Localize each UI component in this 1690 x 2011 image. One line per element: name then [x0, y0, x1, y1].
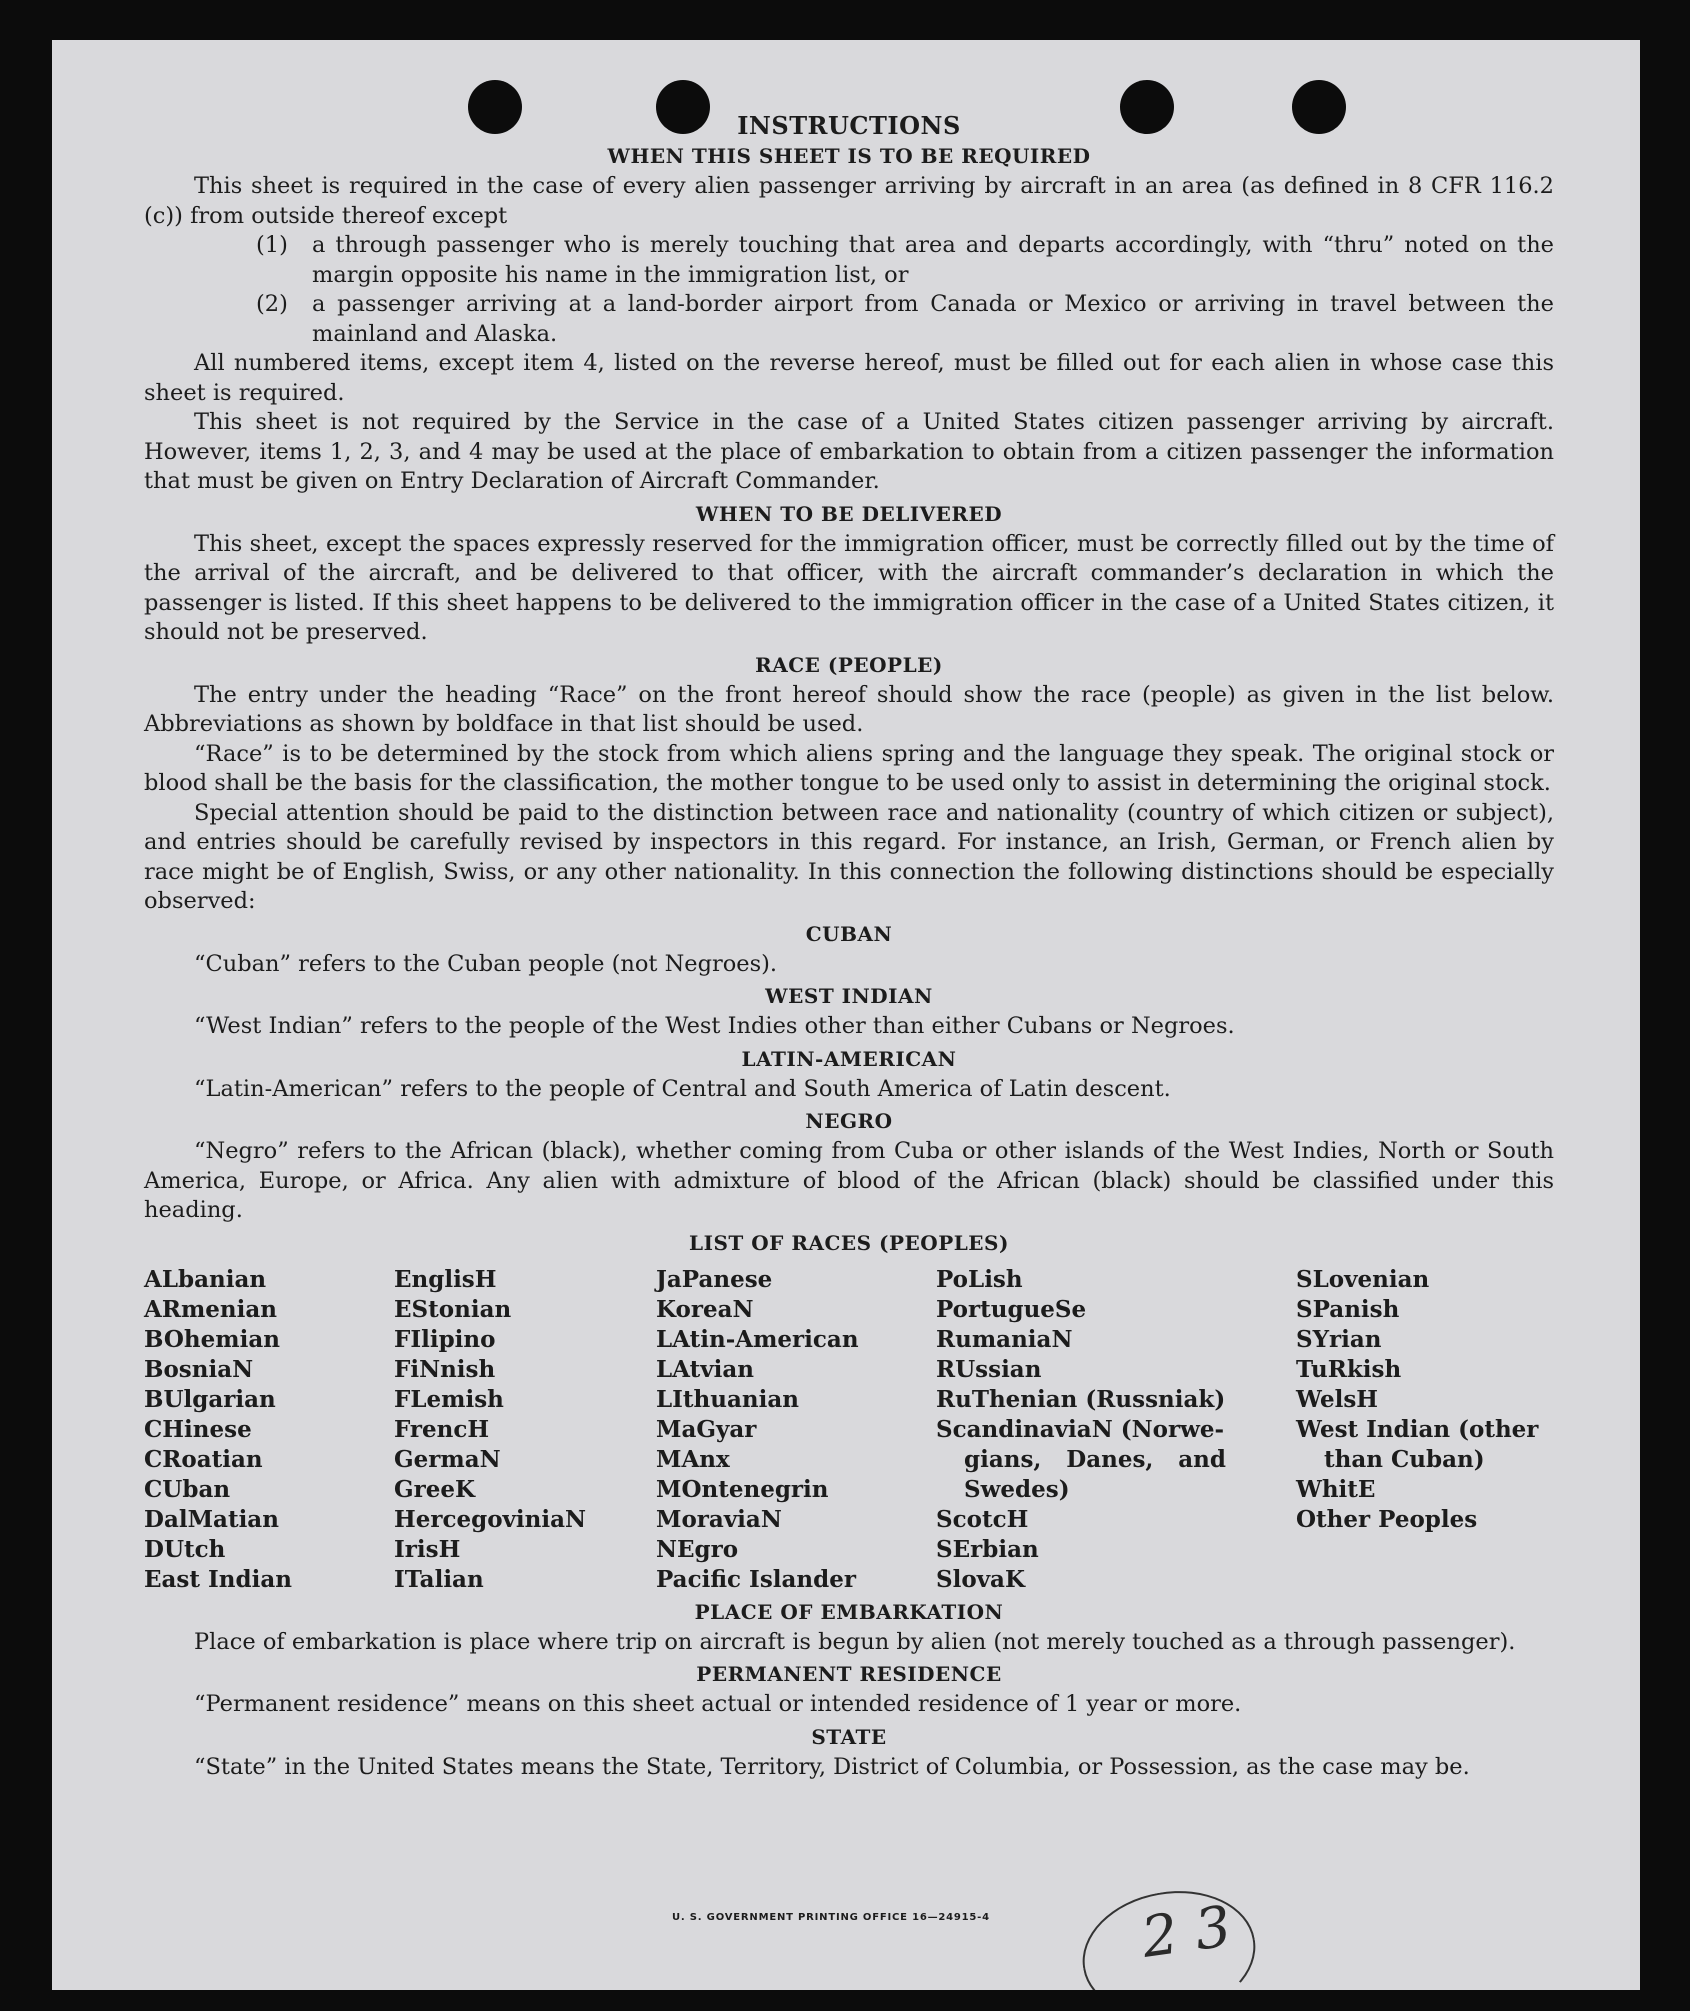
- race-entry: MoraviaN: [656, 1505, 782, 1533]
- printing-office-footer: U. S. GOVERNMENT PRINTING OFFICE 16—24915-4: [672, 1912, 990, 1923]
- negro-para: “Negro” refers to the African (black), whether coming from Cuba or other islands of the West Indies, North or South America, Europe, or Africa. Any alien with admixture of blood of the African (black) should be classified under this heading.: [144, 1138, 1554, 1223]
- race-entry: MAnx: [656, 1445, 730, 1473]
- race-entry-continuation: gians, Danes, and: [964, 1445, 1226, 1473]
- heading-embarkation: PLACE OF EMBARKATION: [694, 1599, 1004, 1624]
- race-entry: GreeK: [394, 1475, 476, 1503]
- race-entry: BUlgarian: [144, 1385, 276, 1413]
- page-title: INSTRUCTIONS: [737, 111, 961, 140]
- heading-list-of-races: LIST OF RACES (PEOPLES): [689, 1230, 1009, 1255]
- race-para-2: “Race” is to be determined by the stock from which aliens spring and the language they speak. The original stock or blood shall be the basis for the classification, the mother tongue to be used only to assist in determining the original stock.: [144, 740, 1554, 796]
- latin-american-para: “Latin-American” refers to the people of Central and South America of Latin descent.: [194, 1075, 1171, 1102]
- race-entry: IrisH: [394, 1535, 461, 1563]
- race-entry: East Indian: [144, 1565, 292, 1593]
- race-entry: WhitE: [1296, 1475, 1376, 1503]
- item-text: a passenger arriving at a land-border airport from Canada or Mexico or arriving in travel between the mainland and Alaska.: [312, 291, 1554, 347]
- handwritten-mark: 2 3: [1137, 1894, 1236, 1971]
- race-entry: RUssian: [936, 1355, 1042, 1383]
- races-column-5: [1296, 1265, 1554, 1595]
- race-entry: PoLish: [936, 1265, 1023, 1293]
- heading-residence: PERMANENT RESIDENCE: [696, 1662, 1002, 1686]
- item-text: a through passenger who is merely touching that area and departs accordingly, with “thru” noted on the margin opposite his name in the immigration list, or: [312, 232, 1554, 288]
- race-entry: JaPanese: [656, 1265, 773, 1293]
- state-para: “State” in the United States means the State, Territory, District of Columbia, or Possession, as the case may be.: [194, 1753, 1470, 1780]
- document-sheet: [52, 40, 1640, 1990]
- race-entry: CRoatian: [144, 1445, 263, 1473]
- race-entry: RuThenian (Russniak): [936, 1385, 1226, 1413]
- race-entry: WelsH: [1296, 1385, 1379, 1413]
- race-entry: SLovenian: [1296, 1265, 1430, 1293]
- required-para-3: This sheet is not required by the Service in the case of a United States citizen passenger arriving by aircraft. However, items 1, 2, 3, and 4 may be used at the place of embarkation to obtain from a citizen passenger the information that must be given on Entry Declaration of Aircraft Commander.: [144, 409, 1554, 494]
- race-entry: MaGyar: [656, 1415, 757, 1443]
- race-entry: RumaniaN: [936, 1325, 1073, 1353]
- embarkation-para: Place of embarkation is place where trip on aircraft is begun by alien (not merely touched as a through passenger).: [194, 1628, 1516, 1655]
- races-column-3: [656, 1265, 936, 1595]
- heading-west-indian: WEST INDIAN: [765, 984, 933, 1008]
- race-entry: BosniaN: [144, 1355, 254, 1383]
- races-column-4: [936, 1265, 1226, 1595]
- item-number: (1): [256, 232, 288, 258]
- instructions-content: [144, 108, 1554, 1782]
- required-intro: This sheet is required in the case of every alien passenger arriving by aircraft in an area (as defined in 8 CFR 116.2 (c)) from outside thereof except: [144, 173, 1554, 229]
- race-para-1: The entry under the heading “Race” on the front hereof should show the race (people) as given in the list below. Abbreviations as shown by boldface in that list should be used.: [144, 681, 1554, 737]
- heading-required: WHEN THIS SHEET IS TO BE REQUIRED: [607, 144, 1091, 168]
- race-entry: FLemish: [394, 1385, 504, 1413]
- race-entry: Pacific Islander: [656, 1565, 856, 1593]
- races-list: [144, 1265, 1554, 1595]
- heading-negro: NEGRO: [805, 1109, 893, 1133]
- race-entry: ARmenian: [144, 1295, 278, 1323]
- heading-state: STATE: [811, 1724, 887, 1749]
- race-entry: West Indian (other: [1296, 1415, 1539, 1443]
- heading-delivered: WHEN TO BE DELIVERED: [695, 501, 1003, 526]
- race-entry: FIlipino: [394, 1325, 496, 1353]
- race-entry: TuRkish: [1296, 1355, 1402, 1383]
- race-entry: CHinese: [144, 1415, 252, 1443]
- residence-para: “Permanent residence” means on this sheet actual or intended residence of 1 year or more.: [194, 1691, 1242, 1717]
- race-entry: DUtch: [144, 1535, 226, 1563]
- heading-latin-american: LATIN-AMERICAN: [741, 1046, 957, 1071]
- race-entry: ALbanian: [144, 1265, 267, 1293]
- heading-cuban: CUBAN: [805, 921, 893, 946]
- heading-race: RACE (PEOPLE): [755, 652, 943, 677]
- race-entry: EStonian: [394, 1295, 512, 1323]
- race-entry: ScotcH: [936, 1505, 1029, 1533]
- race-entry: FrencH: [394, 1415, 490, 1443]
- race-entry: PortugueSe: [936, 1295, 1087, 1323]
- race-entry: ScandinaviaN (Norwe-: [936, 1415, 1225, 1443]
- race-entry: FiNnish: [394, 1355, 496, 1383]
- cuban-para: “Cuban” refers to the Cuban people (not Negroes).: [194, 950, 778, 977]
- race-entry-continuation: Swedes): [964, 1475, 1070, 1503]
- race-entry: CUban: [144, 1475, 231, 1503]
- race-para-3: Special attention should be paid to the distinction between race and nationality (country of which citizen or subject), and entries should be carefully revised by inspectors in this regard. For instance, an Irish, German, or French alien by race might be of English, Swiss, or any other nationality. In this connection the following distinctions should be especially observed:: [144, 799, 1554, 914]
- race-entry: LAtvian: [656, 1355, 754, 1383]
- race-entry: SYrian: [1296, 1325, 1382, 1353]
- race-entry: Other Peoples: [1296, 1505, 1478, 1533]
- item-number: (2): [256, 291, 288, 317]
- races-column-2: [394, 1265, 656, 1595]
- race-entry: DalMatian: [144, 1505, 279, 1533]
- race-entry: MOntenegrin: [656, 1475, 829, 1503]
- race-entry: GermaN: [394, 1445, 501, 1473]
- race-entry: EnglisH: [394, 1265, 497, 1293]
- exception-item-2: [256, 290, 1554, 349]
- race-entry: SlovaK: [936, 1565, 1025, 1593]
- race-entry: HercegoviniaN: [394, 1505, 587, 1533]
- race-entry: SPanish: [1296, 1295, 1400, 1323]
- race-entry: NEgro: [656, 1535, 739, 1563]
- race-entry: KoreaN: [656, 1295, 754, 1323]
- races-column-1: [144, 1265, 394, 1595]
- exception-item-1: [256, 231, 1554, 290]
- west-indian-para: “West Indian” refers to the people of the West Indies other than either Cubans or Negroes.: [194, 1013, 1235, 1039]
- required-para-2: All numbered items, except item 4, listed on the reverse hereof, must be filled out for each alien in whose case this sheet is required.: [144, 350, 1554, 406]
- race-entry-continuation: than Cuban): [1324, 1445, 1485, 1473]
- race-entry: SErbian: [936, 1535, 1039, 1563]
- race-entry: LIthuanian: [656, 1385, 799, 1413]
- race-entry: BOhemian: [144, 1325, 280, 1353]
- race-entry: LAtin-American: [656, 1325, 859, 1353]
- race-entry: ITalian: [394, 1565, 484, 1593]
- delivered-para: This sheet, except the spaces expressly reserved for the immigration officer, must be correctly filled out by the time of the arrival of the aircraft, and be delivered to that officer, with the aircraft commander’s declaration in which the passenger is listed. If this sheet happens to be delivered to the immigration officer in the case of a United States citizen, it should not be preserved.: [144, 530, 1554, 645]
